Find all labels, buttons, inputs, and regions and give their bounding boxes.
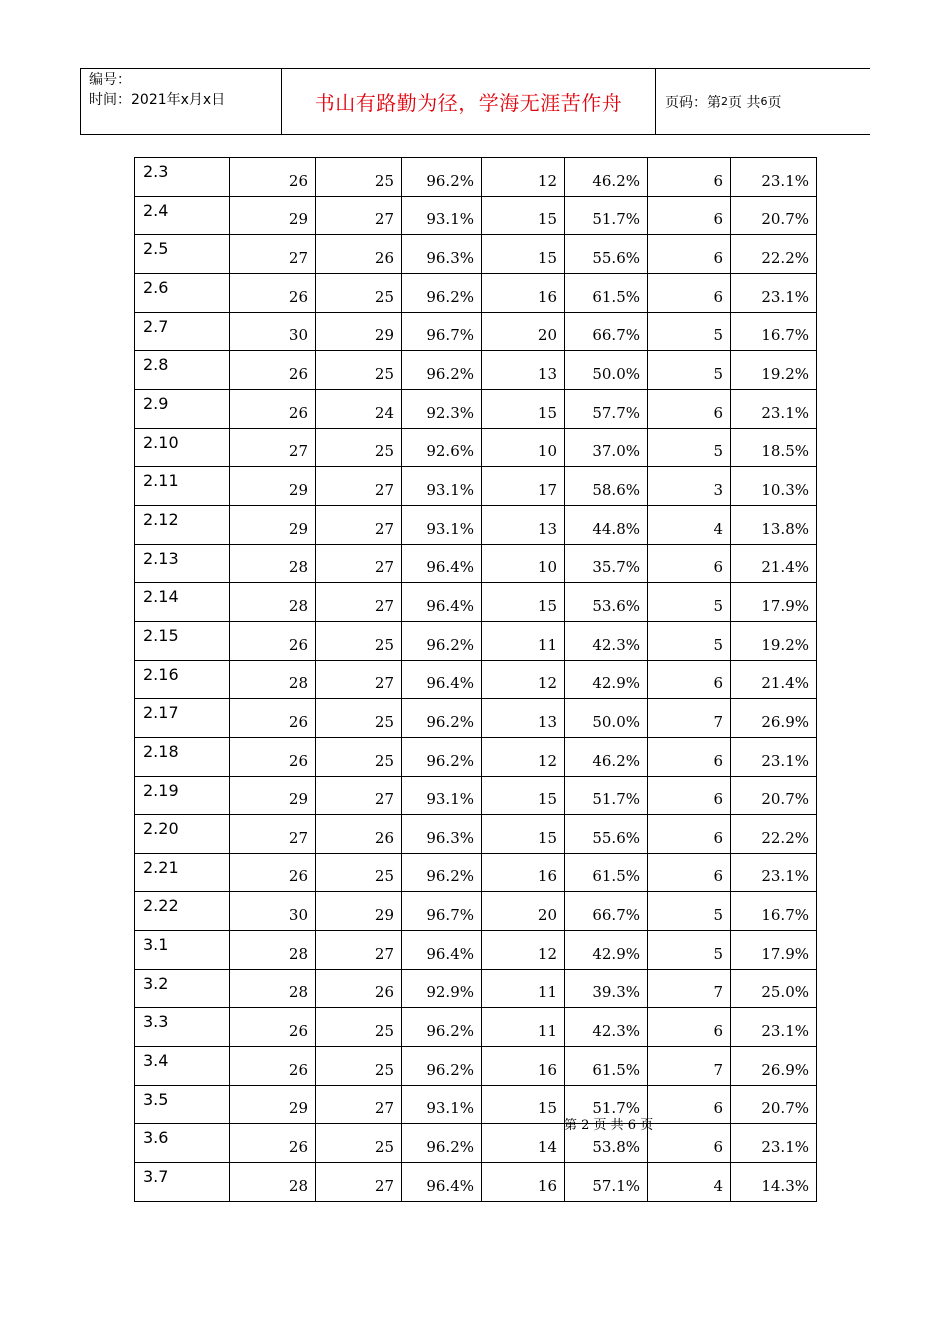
page-header — [80, 68, 870, 135]
table-cell: 15 — [482, 815, 565, 854]
row-label: 2.6 — [135, 273, 230, 312]
table-cell: 17.9% — [731, 931, 817, 970]
table-cell: 27 — [316, 196, 402, 235]
code-label: 编号： — [89, 72, 131, 88]
table-cell: 51.7% — [565, 776, 648, 815]
table-cell: 25 — [316, 158, 402, 197]
table-row — [135, 853, 817, 892]
table-cell: 27 — [316, 1163, 402, 1202]
table-cell: 57.7% — [565, 389, 648, 428]
table-cell: 93.1% — [402, 776, 482, 815]
table-cell: 53.8% — [565, 1124, 648, 1163]
table-cell: 12 — [482, 931, 565, 970]
row-label: 2.10 — [135, 428, 230, 467]
table-cell: 25 — [316, 351, 402, 390]
table-cell: 26 — [316, 815, 402, 854]
row-label: 3.6 — [135, 1124, 230, 1163]
table-cell: 6 — [648, 196, 731, 235]
table-cell: 96.4% — [402, 660, 482, 699]
table-cell: 42.3% — [565, 1008, 648, 1047]
table-cell: 5 — [648, 312, 731, 351]
page-prefix: 页码：第 — [665, 94, 721, 111]
table-cell: 27 — [316, 931, 402, 970]
table-cell: 4 — [648, 505, 731, 544]
row-label: 2.14 — [135, 583, 230, 622]
table-cell: 93.1% — [402, 467, 482, 506]
table-cell: 23.1% — [731, 737, 817, 776]
table-cell: 14 — [482, 1124, 565, 1163]
table-cell: 61.5% — [565, 273, 648, 312]
table-cell: 25 — [316, 273, 402, 312]
table-cell: 66.7% — [565, 312, 648, 351]
table-cell: 28 — [230, 544, 316, 583]
table-cell: 93.1% — [402, 505, 482, 544]
table-cell: 27 — [316, 660, 402, 699]
row-label: 2.19 — [135, 776, 230, 815]
table-cell: 13 — [482, 351, 565, 390]
table-cell: 29 — [230, 196, 316, 235]
table-cell: 20.7% — [731, 1085, 817, 1124]
table-row — [135, 1085, 817, 1124]
table-cell: 25 — [316, 1124, 402, 1163]
table-cell: 27 — [316, 776, 402, 815]
table-cell: 35.7% — [565, 544, 648, 583]
table-cell: 28 — [230, 931, 316, 970]
table-cell: 20.7% — [731, 776, 817, 815]
table-cell: 28 — [230, 583, 316, 622]
table-cell: 26 — [230, 621, 316, 660]
table-cell: 92.3% — [402, 389, 482, 428]
table-cell: 25.0% — [731, 969, 817, 1008]
table-cell: 23.1% — [731, 1008, 817, 1047]
table-cell: 16 — [482, 1047, 565, 1086]
motto-text: 书山有路勤为径，学海无涯苦作舟 — [314, 91, 623, 115]
table-cell: 26 — [230, 1008, 316, 1047]
table-cell: 29 — [316, 312, 402, 351]
table-row — [135, 815, 817, 854]
table-cell: 61.5% — [565, 853, 648, 892]
table-cell: 5 — [648, 892, 731, 931]
table-row — [135, 235, 817, 274]
table-cell: 96.4% — [402, 583, 482, 622]
table-cell: 5 — [648, 931, 731, 970]
table-cell: 11 — [482, 1008, 565, 1047]
table-row — [135, 351, 817, 390]
page-mid: 页 共 — [728, 94, 761, 111]
table-row — [135, 1047, 817, 1086]
table-cell: 42.3% — [565, 621, 648, 660]
table-row — [135, 737, 817, 776]
row-label: 3.4 — [135, 1047, 230, 1086]
page-footer: 第 2 页 共 6 页 — [564, 1118, 654, 1133]
table-row — [135, 312, 817, 351]
page-total: 6 — [760, 95, 768, 108]
table-cell: 42.9% — [565, 660, 648, 699]
table-cell: 19.2% — [731, 621, 817, 660]
table-cell: 12 — [482, 158, 565, 197]
table-cell: 6 — [648, 776, 731, 815]
table-cell: 92.6% — [402, 428, 482, 467]
table-cell: 57.1% — [565, 1163, 648, 1202]
header-meta — [81, 69, 282, 134]
table-cell: 96.2% — [402, 1047, 482, 1086]
table-cell: 17.9% — [731, 583, 817, 622]
table-cell: 96.2% — [402, 1124, 482, 1163]
table-row — [135, 699, 817, 738]
table-row — [135, 158, 817, 197]
table-cell: 53.6% — [565, 583, 648, 622]
table-cell: 19.2% — [731, 351, 817, 390]
row-label: 3.5 — [135, 1085, 230, 1124]
table-cell: 13.8% — [731, 505, 817, 544]
table-cell: 11 — [482, 969, 565, 1008]
table-row — [135, 931, 817, 970]
table-cell: 15 — [482, 389, 565, 428]
table-cell: 26 — [230, 389, 316, 428]
table-cell: 22.2% — [731, 815, 817, 854]
table-cell: 20.7% — [731, 196, 817, 235]
row-label: 2.7 — [135, 312, 230, 351]
row-label: 2.9 — [135, 389, 230, 428]
table-cell: 5 — [648, 351, 731, 390]
table-cell: 25 — [316, 699, 402, 738]
table-cell: 26 — [230, 273, 316, 312]
table-cell: 25 — [316, 1047, 402, 1086]
table-cell: 5 — [648, 428, 731, 467]
table-cell: 10.3% — [731, 467, 817, 506]
table-cell: 7 — [648, 969, 731, 1008]
table-cell: 23.1% — [731, 389, 817, 428]
table-cell: 37.0% — [565, 428, 648, 467]
table-cell: 25 — [316, 737, 402, 776]
table-cell: 6 — [648, 158, 731, 197]
table-cell: 96.2% — [402, 1008, 482, 1047]
row-label: 2.12 — [135, 505, 230, 544]
table-row — [135, 389, 817, 428]
table-cell: 30 — [230, 892, 316, 931]
table-cell: 30 — [230, 312, 316, 351]
table-cell: 15 — [482, 583, 565, 622]
table-cell: 27 — [230, 235, 316, 274]
table-row — [135, 583, 817, 622]
table-cell: 6 — [648, 1085, 731, 1124]
table-row — [135, 505, 817, 544]
table-cell: 5 — [648, 621, 731, 660]
table-cell: 15 — [482, 235, 565, 274]
table-cell: 18.5% — [731, 428, 817, 467]
table-cell: 20 — [482, 892, 565, 931]
table-cell: 6 — [648, 389, 731, 428]
table-row — [135, 273, 817, 312]
table-cell: 6 — [648, 853, 731, 892]
table-cell: 96.2% — [402, 621, 482, 660]
row-label: 2.17 — [135, 699, 230, 738]
table-cell: 51.7% — [565, 196, 648, 235]
table-cell: 16 — [482, 853, 565, 892]
table-cell: 96.2% — [402, 351, 482, 390]
table-cell: 21.4% — [731, 660, 817, 699]
table-cell: 25 — [316, 1008, 402, 1047]
table-cell: 46.2% — [565, 158, 648, 197]
table-row — [135, 969, 817, 1008]
table-cell: 26 — [230, 1047, 316, 1086]
table-cell: 46.2% — [565, 737, 648, 776]
table-cell: 96.2% — [402, 699, 482, 738]
table-cell: 39.3% — [565, 969, 648, 1008]
table-cell: 23.1% — [731, 853, 817, 892]
table-cell: 23.1% — [731, 1124, 817, 1163]
table-cell: 92.9% — [402, 969, 482, 1008]
table-row — [135, 1008, 817, 1047]
table-cell: 20 — [482, 312, 565, 351]
table-cell: 6 — [648, 660, 731, 699]
table-cell: 16 — [482, 1163, 565, 1202]
row-label: 2.4 — [135, 196, 230, 235]
row-label: 2.11 — [135, 467, 230, 506]
row-label: 2.13 — [135, 544, 230, 583]
page-current: 2 — [721, 95, 728, 108]
table-cell: 13 — [482, 699, 565, 738]
row-label: 2.16 — [135, 660, 230, 699]
table-cell: 6 — [648, 815, 731, 854]
table-cell: 21.4% — [731, 544, 817, 583]
table-cell: 27 — [316, 583, 402, 622]
table-cell: 26.9% — [731, 1047, 817, 1086]
table-cell: 27 — [230, 428, 316, 467]
table-cell: 42.9% — [565, 931, 648, 970]
table-cell: 15 — [482, 1085, 565, 1124]
table-cell: 26 — [316, 235, 402, 274]
table-cell: 96.7% — [402, 892, 482, 931]
header-page-number — [656, 69, 870, 134]
table-cell: 26 — [230, 737, 316, 776]
table-row — [135, 1163, 817, 1202]
table-cell: 26 — [230, 158, 316, 197]
table-cell: 93.1% — [402, 1085, 482, 1124]
header-motto — [282, 69, 656, 134]
table-cell: 7 — [648, 699, 731, 738]
table-cell: 14.3% — [731, 1163, 817, 1202]
row-label: 2.3 — [135, 158, 230, 197]
table-cell: 25 — [316, 853, 402, 892]
table-cell: 23.1% — [731, 158, 817, 197]
table-cell: 51.7% — [565, 1085, 648, 1124]
table-row — [135, 776, 817, 815]
table-cell: 96.3% — [402, 235, 482, 274]
row-label: 2.15 — [135, 621, 230, 660]
table-cell: 61.5% — [565, 1047, 648, 1086]
table-cell: 26 — [230, 351, 316, 390]
table-cell: 28 — [230, 660, 316, 699]
table-cell: 26 — [230, 1124, 316, 1163]
table-cell: 24 — [316, 389, 402, 428]
table-cell: 29 — [230, 776, 316, 815]
table-cell: 96.2% — [402, 853, 482, 892]
table-cell: 27 — [316, 1085, 402, 1124]
table-cell: 26 — [230, 853, 316, 892]
table-row — [135, 892, 817, 931]
table-cell: 58.6% — [565, 467, 648, 506]
table-cell: 50.0% — [565, 699, 648, 738]
row-label: 3.7 — [135, 1163, 230, 1202]
table-cell: 26.9% — [731, 699, 817, 738]
table-cell: 29 — [316, 892, 402, 931]
table-cell: 7 — [648, 1047, 731, 1086]
table-cell: 27 — [316, 505, 402, 544]
date-label: 时间：2021年x月x日 — [89, 92, 226, 108]
table-cell: 15 — [482, 196, 565, 235]
table-cell: 96.7% — [402, 312, 482, 351]
table-cell: 26 — [230, 699, 316, 738]
table-cell: 96.2% — [402, 273, 482, 312]
table-cell: 16.7% — [731, 892, 817, 931]
table-cell: 25 — [316, 428, 402, 467]
table-cell: 12 — [482, 660, 565, 699]
row-label: 2.21 — [135, 853, 230, 892]
row-label: 2.5 — [135, 235, 230, 274]
table-cell: 96.2% — [402, 158, 482, 197]
table-row — [135, 544, 817, 583]
table-cell: 6 — [648, 737, 731, 776]
table-cell: 10 — [482, 428, 565, 467]
table-row — [135, 467, 817, 506]
table-cell: 27 — [316, 467, 402, 506]
row-label: 2.18 — [135, 737, 230, 776]
table-cell: 29 — [230, 467, 316, 506]
table-cell: 23.1% — [731, 273, 817, 312]
table-cell: 6 — [648, 1124, 731, 1163]
table-cell: 96.3% — [402, 815, 482, 854]
table-cell: 16.7% — [731, 312, 817, 351]
table-cell: 96.4% — [402, 544, 482, 583]
table-row — [135, 621, 817, 660]
table-cell: 25 — [316, 621, 402, 660]
table-cell: 96.2% — [402, 737, 482, 776]
table-cell: 66.7% — [565, 892, 648, 931]
table-cell: 6 — [648, 544, 731, 583]
table-cell: 55.6% — [565, 815, 648, 854]
table-cell: 10 — [482, 544, 565, 583]
table-cell: 16 — [482, 273, 565, 312]
table-cell: 27 — [230, 815, 316, 854]
table-cell: 26 — [316, 969, 402, 1008]
table-cell: 6 — [648, 235, 731, 274]
table-cell: 17 — [482, 467, 565, 506]
row-label: 2.20 — [135, 815, 230, 854]
table-cell: 29 — [230, 1085, 316, 1124]
table-row — [135, 1124, 817, 1163]
table-cell: 28 — [230, 969, 316, 1008]
table-cell: 4 — [648, 1163, 731, 1202]
table-cell: 93.1% — [402, 196, 482, 235]
table-cell: 22.2% — [731, 235, 817, 274]
table-cell: 15 — [482, 776, 565, 815]
table-cell: 96.4% — [402, 931, 482, 970]
table-cell: 6 — [648, 1008, 731, 1047]
table-cell: 5 — [648, 583, 731, 622]
table-cell: 3 — [648, 467, 731, 506]
table-cell: 6 — [648, 273, 731, 312]
table-cell: 55.6% — [565, 235, 648, 274]
row-label: 3.1 — [135, 931, 230, 970]
table-cell: 29 — [230, 505, 316, 544]
table-cell: 11 — [482, 621, 565, 660]
row-label: 2.8 — [135, 351, 230, 390]
table-cell: 12 — [482, 737, 565, 776]
table-cell: 27 — [316, 544, 402, 583]
table-cell: 28 — [230, 1163, 316, 1202]
table-cell: 50.0% — [565, 351, 648, 390]
table-row — [135, 196, 817, 235]
row-label: 3.2 — [135, 969, 230, 1008]
table-row — [135, 660, 817, 699]
page-suffix: 页 — [767, 94, 782, 111]
table-cell: 96.4% — [402, 1163, 482, 1202]
row-label: 2.22 — [135, 892, 230, 931]
table-row — [135, 428, 817, 467]
statistics-table — [134, 157, 817, 1202]
table-cell: 44.8% — [565, 505, 648, 544]
table-cell: 13 — [482, 505, 565, 544]
row-label: 3.3 — [135, 1008, 230, 1047]
